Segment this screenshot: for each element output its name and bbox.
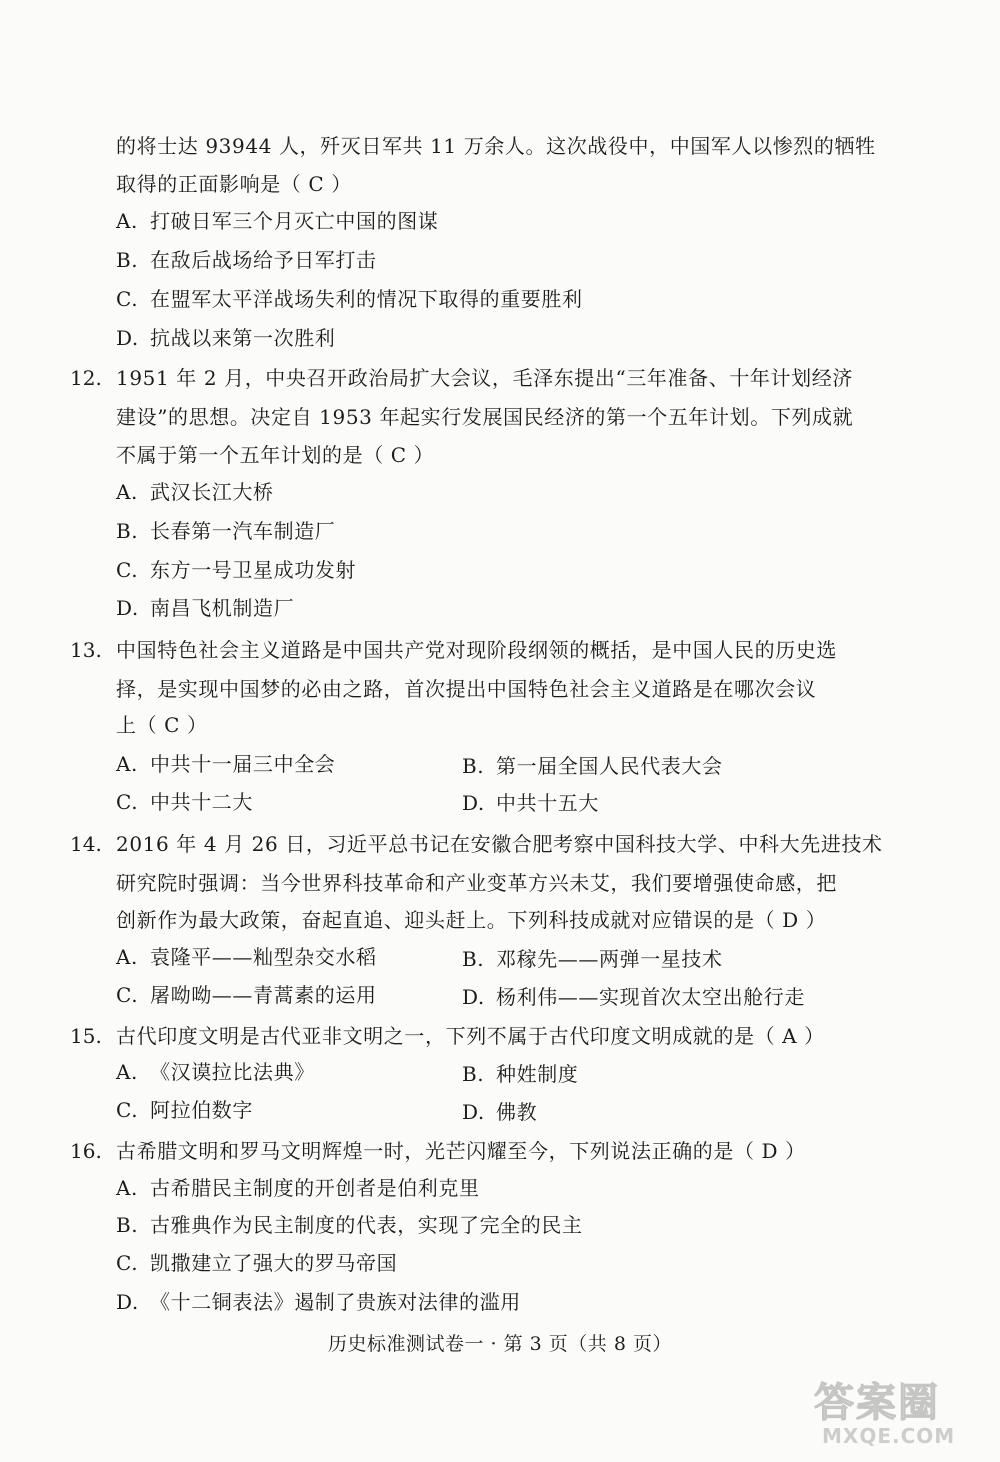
option-text: 古希腊民主制度的开创者是伯利克里	[150, 1176, 480, 1200]
question-text-line: 的将士达 93944 人，歼灭日军共 11 万余人。这次战役中，中国军人以惨烈的牺牲	[116, 134, 876, 158]
option-letter: B.	[116, 1213, 139, 1237]
option-letter: C.	[116, 1251, 139, 1275]
watermark-url: MXQE.COM	[822, 1424, 956, 1448]
option-letter: D.	[462, 1100, 485, 1124]
question-text-line: 2016 年 4 月 26 日，习近平总书记在安徽合肥考察中国科技大学、中科大先进技术	[116, 832, 883, 856]
question-text-line: 择，是实现中国梦的必由之路，首次提出中国特色社会主义道路是在哪次会议	[116, 677, 817, 701]
option-b	[462, 1060, 578, 1088]
option-text: 古雅典作为民主制度的代表，实现了完全的民主	[150, 1213, 583, 1237]
question-text-line: 古希腊文明和罗马文明辉煌一时，光芒闪耀至今，下列说法正确的是（ D ）	[116, 1139, 806, 1163]
option-text: 抗战以来第一次胜利	[150, 326, 336, 350]
option-letter: D.	[462, 985, 485, 1009]
option-b	[462, 752, 723, 780]
option-text: 打破日军三个月灭亡中国的图谋	[150, 209, 439, 233]
option-letter: C.	[116, 558, 139, 582]
question-text-line: 上（ C ）	[116, 713, 208, 737]
option-text: 杨利伟——实现首次太空出舱行走	[496, 985, 805, 1009]
option-d	[116, 594, 294, 622]
option-c	[116, 981, 377, 1009]
option-a	[116, 1174, 480, 1202]
question-number: 15.	[70, 1024, 102, 1048]
option-text: 阿拉伯数字	[150, 1098, 253, 1122]
option-letter: C.	[116, 1098, 139, 1122]
option-text: 在盟军太平洋战场失利的情况下取得的重要胜利	[150, 287, 583, 311]
option-text: 南昌飞机制造厂	[150, 596, 295, 620]
option-letter: C.	[116, 790, 139, 814]
question-text-line: 中国特色社会主义道路是中国共产党对现阶段纲领的概括，是中国人民的历史选	[116, 638, 837, 662]
question-number: 14.	[70, 832, 102, 856]
option-letter: B.	[116, 248, 139, 272]
question-text-line: 1951 年 2 月，中央召开政治局扩大会议，毛泽东提出“三年准备、十年计划经济	[116, 366, 853, 390]
option-text: 凯撒建立了强大的罗马帝国	[150, 1251, 398, 1275]
question-text-line: 建设”的思想。决定自 1953 年起实行发展国民经济的第一个五年计划。下列成就	[116, 405, 854, 429]
option-a	[116, 207, 438, 235]
option-letter: D.	[462, 791, 485, 815]
option-letter: A.	[116, 209, 139, 233]
option-d	[462, 1098, 537, 1126]
option-text: 长春第一汽车制造厂	[150, 519, 336, 543]
option-d	[462, 789, 599, 817]
option-letter: D.	[116, 596, 139, 620]
option-a	[116, 750, 335, 778]
question-text-line: 研究院时强调：当今世界科技革命和产业变革方兴未艾，我们要增强使命感，把	[116, 871, 837, 895]
option-letter: A.	[116, 945, 139, 969]
option-d	[116, 1288, 521, 1316]
option-text: 屠呦呦——青蒿素的运用	[150, 983, 377, 1007]
option-letter: B.	[116, 519, 139, 543]
option-c	[116, 788, 253, 816]
option-letter: B.	[462, 1062, 485, 1086]
watermark-logo	[808, 1380, 988, 1450]
question-number: 16.	[70, 1139, 102, 1163]
option-text: 中共十五大	[496, 791, 599, 815]
option-letter: C.	[116, 983, 139, 1007]
watermark-title: 答案圈	[814, 1380, 940, 1426]
option-a	[116, 1058, 315, 1086]
page-footer: 历史标准测试卷一 · 第 3 页（共 8 页）	[328, 1333, 672, 1355]
option-c	[116, 1096, 253, 1124]
question-text-line: 创新作为最大政策，奋起直追、迎头赶上。下列科技成就对应错误的是（ D ）	[116, 908, 827, 932]
option-c	[116, 285, 583, 313]
option-b	[116, 246, 377, 274]
question-text-line: 取得的正面影响是（ C ）	[116, 172, 352, 196]
option-letter: D.	[116, 326, 139, 350]
option-c	[116, 1249, 397, 1277]
question-number: 13.	[70, 638, 102, 662]
option-a	[116, 478, 274, 506]
question-number: 12.	[70, 366, 102, 390]
option-text: 邓稼先——两弹一星技术	[496, 947, 723, 971]
option-letter: A.	[116, 752, 139, 776]
option-letter: B.	[462, 754, 485, 778]
option-d	[116, 324, 335, 352]
option-text: 《汉谟拉比法典》	[150, 1060, 315, 1084]
option-b	[116, 1211, 583, 1239]
option-text: 中共十二大	[150, 790, 253, 814]
option-letter: A.	[116, 1176, 139, 1200]
option-letter: C.	[116, 287, 139, 311]
option-text: 中共十一届三中全会	[150, 752, 336, 776]
option-text: 种姓制度	[496, 1062, 579, 1086]
option-text: 武汉长江大桥	[150, 480, 274, 504]
option-letter: A.	[116, 1060, 139, 1084]
question-text-line: 不属于第一个五年计划的是（ C ）	[116, 443, 435, 467]
option-c	[116, 556, 356, 584]
option-text: 《十二铜表法》遏制了贵族对法律的滥用	[150, 1290, 521, 1314]
option-b	[116, 517, 335, 545]
option-letter: A.	[116, 480, 139, 504]
option-text: 第一届全国人民代表大会	[496, 754, 723, 778]
option-letter: D.	[116, 1290, 139, 1314]
question-text-line: 古代印度文明是古代亚非文明之一，下列不属于古代印度文明成就的是（ A ）	[116, 1024, 825, 1048]
option-text: 在敌后战场给予日军打击	[150, 248, 377, 272]
option-text: 袁隆平——籼型杂交水稻	[150, 945, 377, 969]
option-letter: B.	[462, 947, 485, 971]
option-b	[462, 945, 723, 973]
option-text: 佛教	[496, 1100, 538, 1124]
option-d	[462, 983, 805, 1011]
option-text: 东方一号卫星成功发射	[150, 558, 356, 582]
option-a	[116, 943, 377, 971]
